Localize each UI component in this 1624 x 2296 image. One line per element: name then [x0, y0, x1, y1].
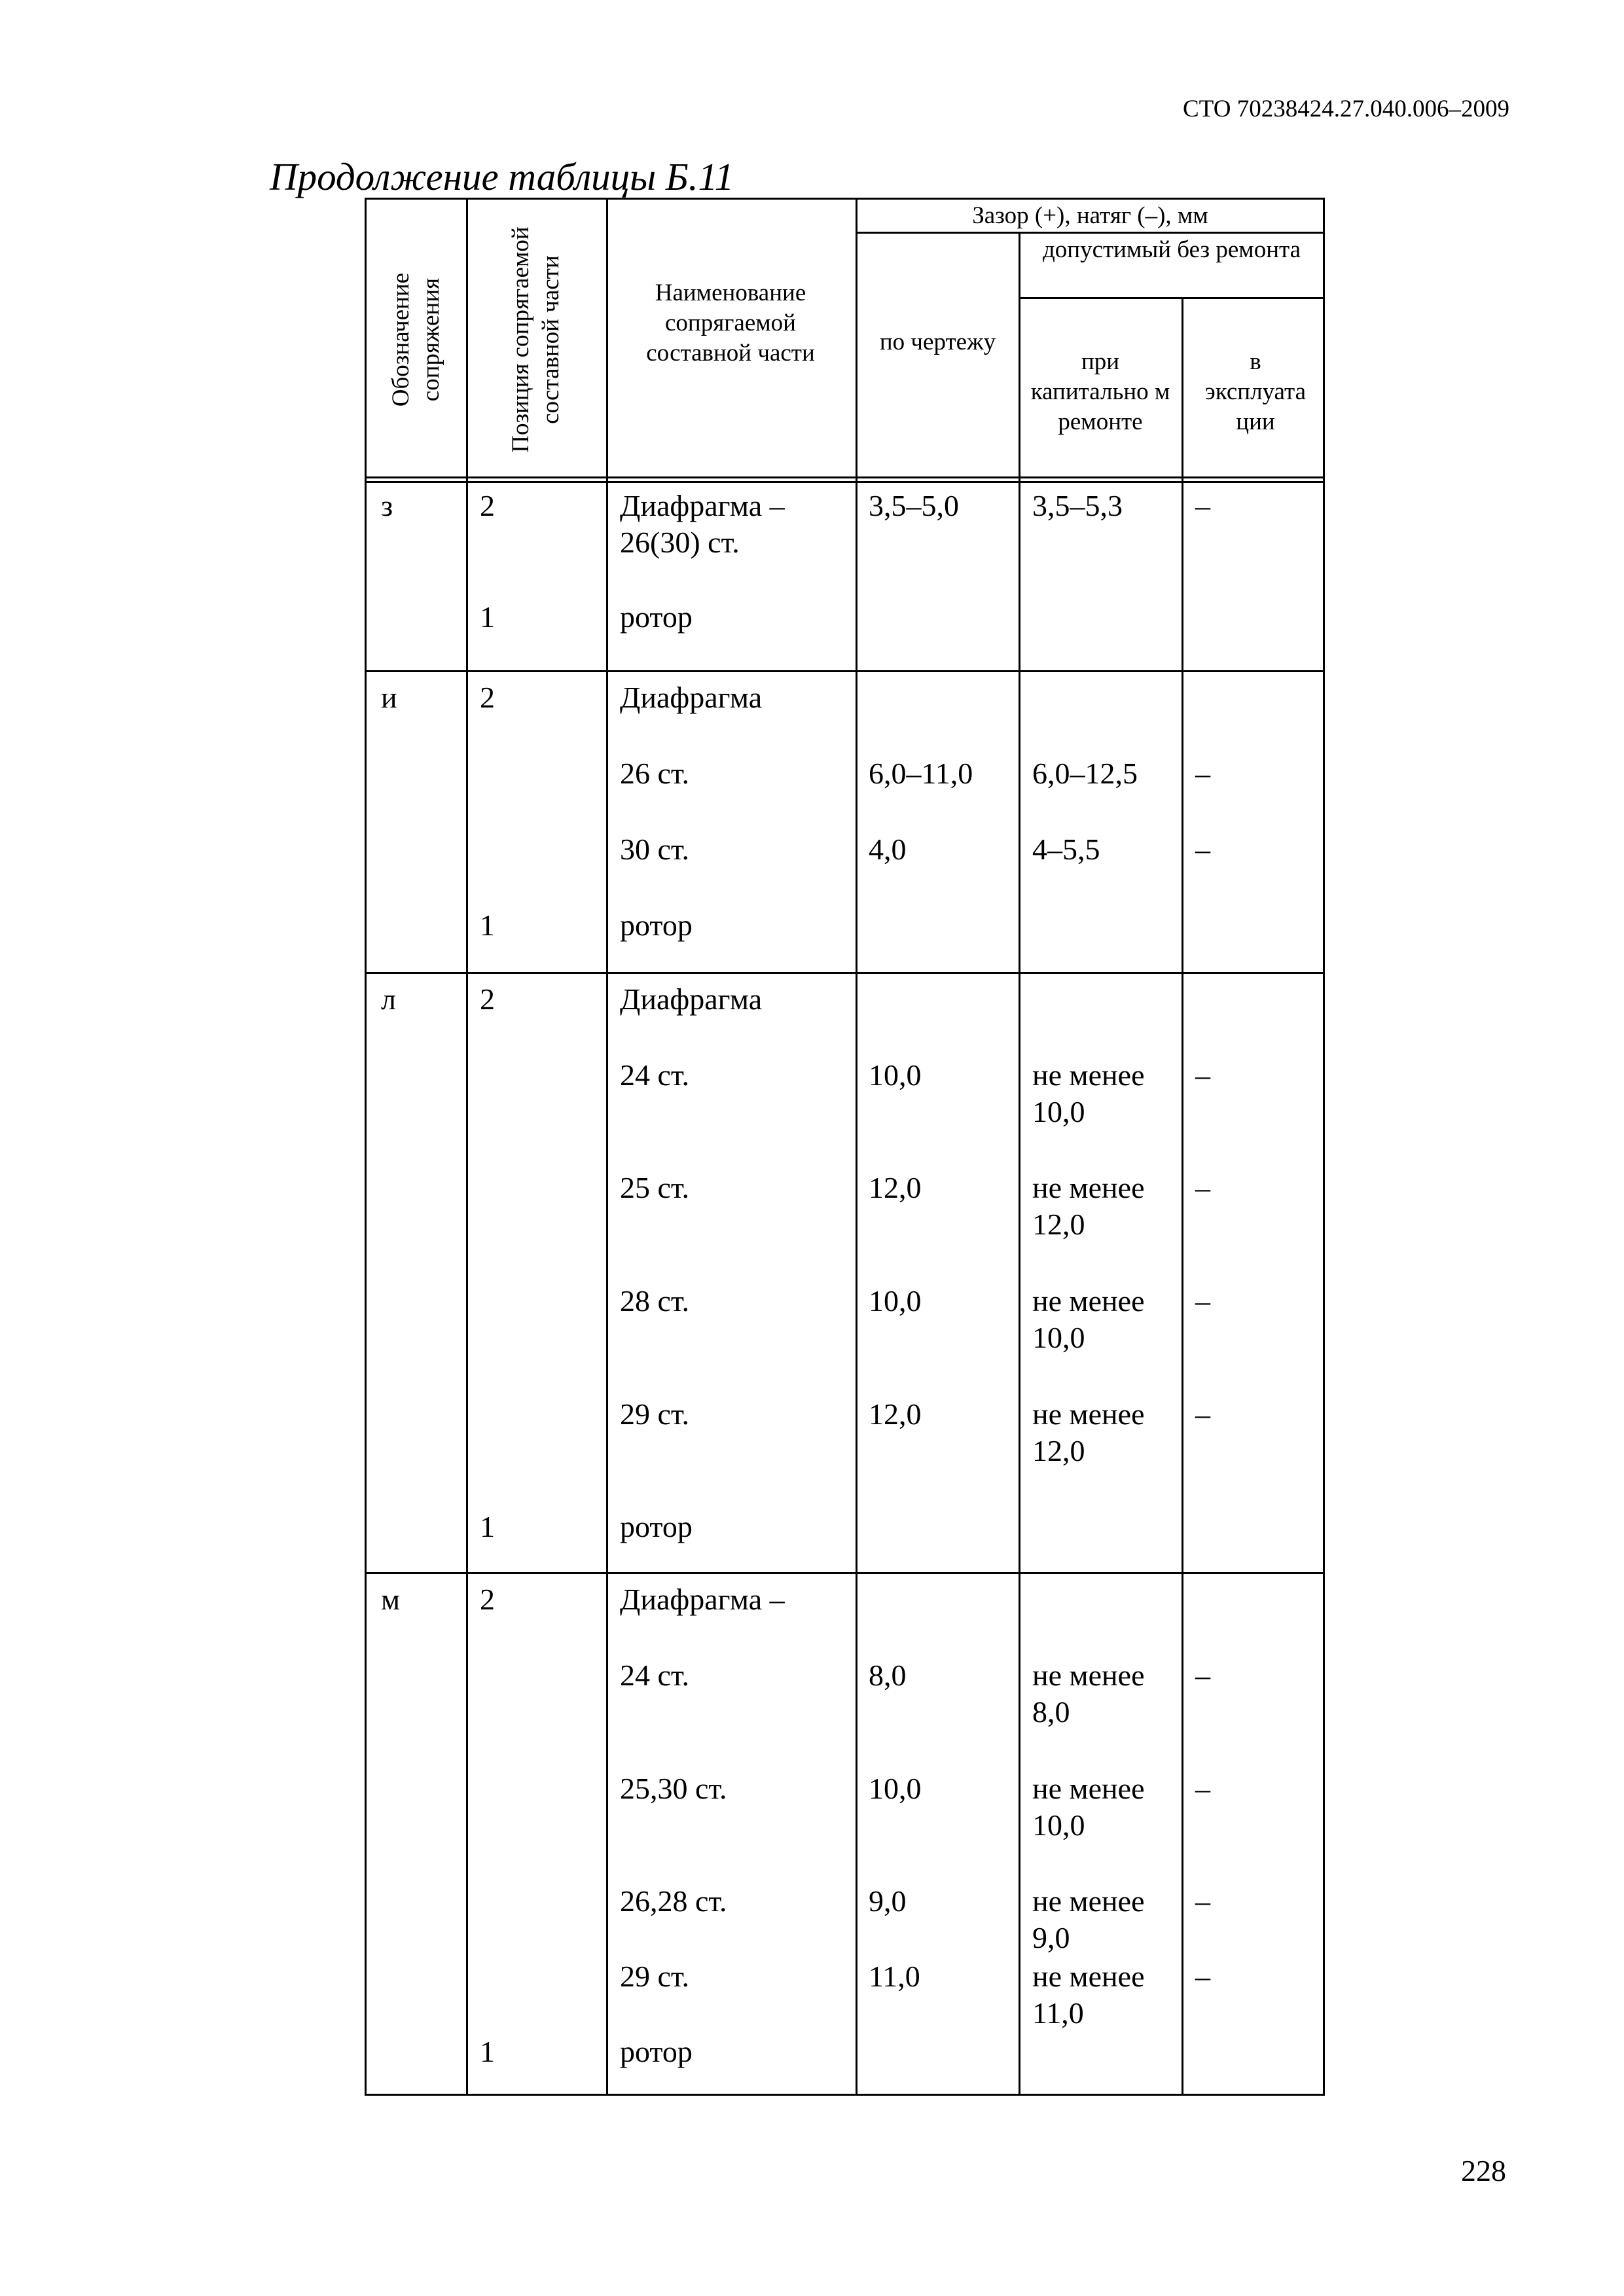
capital-cell: не менее 9,0 — [1032, 1884, 1145, 1954]
name-cell: 24 ст. — [620, 1058, 690, 1092]
name-cell: 25 ст. — [620, 1171, 690, 1204]
drawing-cell: 12,0 — [869, 1397, 922, 1431]
operation-cell: – — [1195, 1284, 1210, 1318]
capital-cell: не менее 8,0 — [1032, 1659, 1145, 1729]
operation-cell: – — [1195, 1058, 1210, 1092]
header-operation: в эксплуата ции — [1204, 348, 1307, 435]
name-cell: 26,28 ст. — [620, 1884, 727, 1918]
position-cell: 1 — [480, 908, 495, 942]
position-cell: 2 — [480, 681, 495, 714]
designation-cell: м — [381, 1583, 401, 1616]
data-table — [365, 198, 1325, 2096]
column-divider — [466, 200, 468, 2094]
name-cell: Диафрагма — [620, 681, 763, 714]
header-divider — [856, 232, 1323, 234]
capital-cell: 6,0–12,5 — [1032, 757, 1138, 790]
drawing-cell: 8,0 — [869, 1659, 907, 1692]
designation-cell: и — [381, 681, 397, 714]
column-divider — [1019, 232, 1020, 2094]
operation-cell: – — [1195, 1884, 1210, 1918]
drawing-cell: 10,0 — [869, 1058, 922, 1092]
capital-cell: 3,5–5,3 — [1032, 489, 1123, 522]
drawing-cell: 3,5–5,0 — [869, 489, 959, 522]
name-cell: 29 ст. — [620, 1960, 690, 1993]
capital-cell: не менее 10,0 — [1032, 1284, 1145, 1354]
operation-cell: – — [1195, 757, 1210, 790]
capital-cell: не менее 12,0 — [1032, 1171, 1145, 1241]
name-cell: ротор — [620, 1510, 693, 1543]
header-position — [506, 209, 566, 471]
group-divider — [367, 972, 1323, 974]
name-cell: 24 ст. — [620, 1659, 690, 1692]
position-cell: 1 — [480, 2035, 495, 2068]
position-cell: 2 — [480, 982, 495, 1016]
header-bottom-line — [367, 481, 1323, 483]
operation-cell: – — [1195, 1397, 1210, 1431]
position-cell: 1 — [480, 1510, 495, 1543]
designation-cell: л — [381, 982, 396, 1016]
drawing-cell: 4,0 — [869, 833, 907, 866]
position-cell: 2 — [480, 489, 495, 522]
drawing-cell: 12,0 — [869, 1171, 922, 1204]
capital-cell: 4–5,5 — [1032, 833, 1100, 866]
header-position-line1: Позиция сопрягаемой — [507, 226, 534, 453]
capital-cell: не менее 10,0 — [1032, 1058, 1145, 1128]
header-capital-repair: при капитально м ремонте — [1030, 348, 1170, 435]
header-designation: Обозначение сопряжения — [388, 272, 444, 407]
position-cell: 1 — [480, 600, 495, 634]
drawing-cell: 10,0 — [869, 1284, 922, 1318]
name-cell: 25,30 ст. — [620, 1772, 727, 1805]
header-position-line2: составной части — [537, 255, 564, 424]
group-divider — [367, 670, 1323, 672]
page-number: 228 — [1461, 2154, 1506, 2187]
operation-cell: – — [1195, 1772, 1210, 1805]
drawing-cell: 6,0–11,0 — [869, 757, 973, 790]
column-divider — [856, 200, 857, 2094]
name-cell: Диафрагма — [620, 982, 763, 1016]
header-bottom-line — [367, 476, 1323, 478]
capital-cell: не менее 12,0 — [1032, 1397, 1145, 1467]
designation-cell: з — [381, 489, 393, 522]
header-allowable: допустимый без ремонта — [1042, 236, 1301, 263]
table-caption: Продолжение таблицы Б.11 — [270, 155, 734, 198]
name-cell: 28 ст. — [620, 1284, 690, 1318]
capital-cell: не менее 10,0 — [1032, 1772, 1145, 1842]
name-cell: 30 ст. — [620, 833, 690, 866]
header-gap: Зазор (+), натяг (–), мм — [972, 202, 1208, 229]
name-cell: ротор — [620, 2035, 693, 2068]
operation-cell: – — [1195, 489, 1210, 522]
drawing-cell: 9,0 — [869, 1884, 907, 1918]
name-cell: 29 ст. — [620, 1397, 690, 1431]
drawing-cell: 11,0 — [869, 1960, 920, 1993]
name-cell: Диафрагма – — [620, 1583, 785, 1616]
operation-cell: – — [1195, 1171, 1210, 1204]
position-cell: 2 — [480, 1583, 495, 1616]
capital-cell: не менее 11,0 — [1032, 1960, 1145, 2030]
column-divider — [606, 200, 608, 2094]
name-cell: ротор — [620, 908, 693, 942]
header-per-drawing: по чертежу — [879, 329, 996, 355]
header-name: Наименование сопрягаемой составной части — [646, 279, 815, 367]
column-divider — [1182, 297, 1183, 2094]
operation-cell: – — [1195, 1960, 1210, 1993]
group-divider — [367, 1572, 1323, 1574]
name-cell: ротор — [620, 600, 693, 634]
name-cell: 26 ст. — [620, 757, 690, 790]
operation-cell: – — [1195, 1659, 1210, 1692]
header-divider — [1019, 297, 1323, 299]
operation-cell: – — [1195, 833, 1210, 866]
drawing-cell: 10,0 — [869, 1772, 922, 1805]
document-code: СТО 70238424.27.040.006–2009 — [1182, 96, 1509, 122]
name-cell: Диафрагма – 26(30) ст. — [620, 489, 785, 559]
